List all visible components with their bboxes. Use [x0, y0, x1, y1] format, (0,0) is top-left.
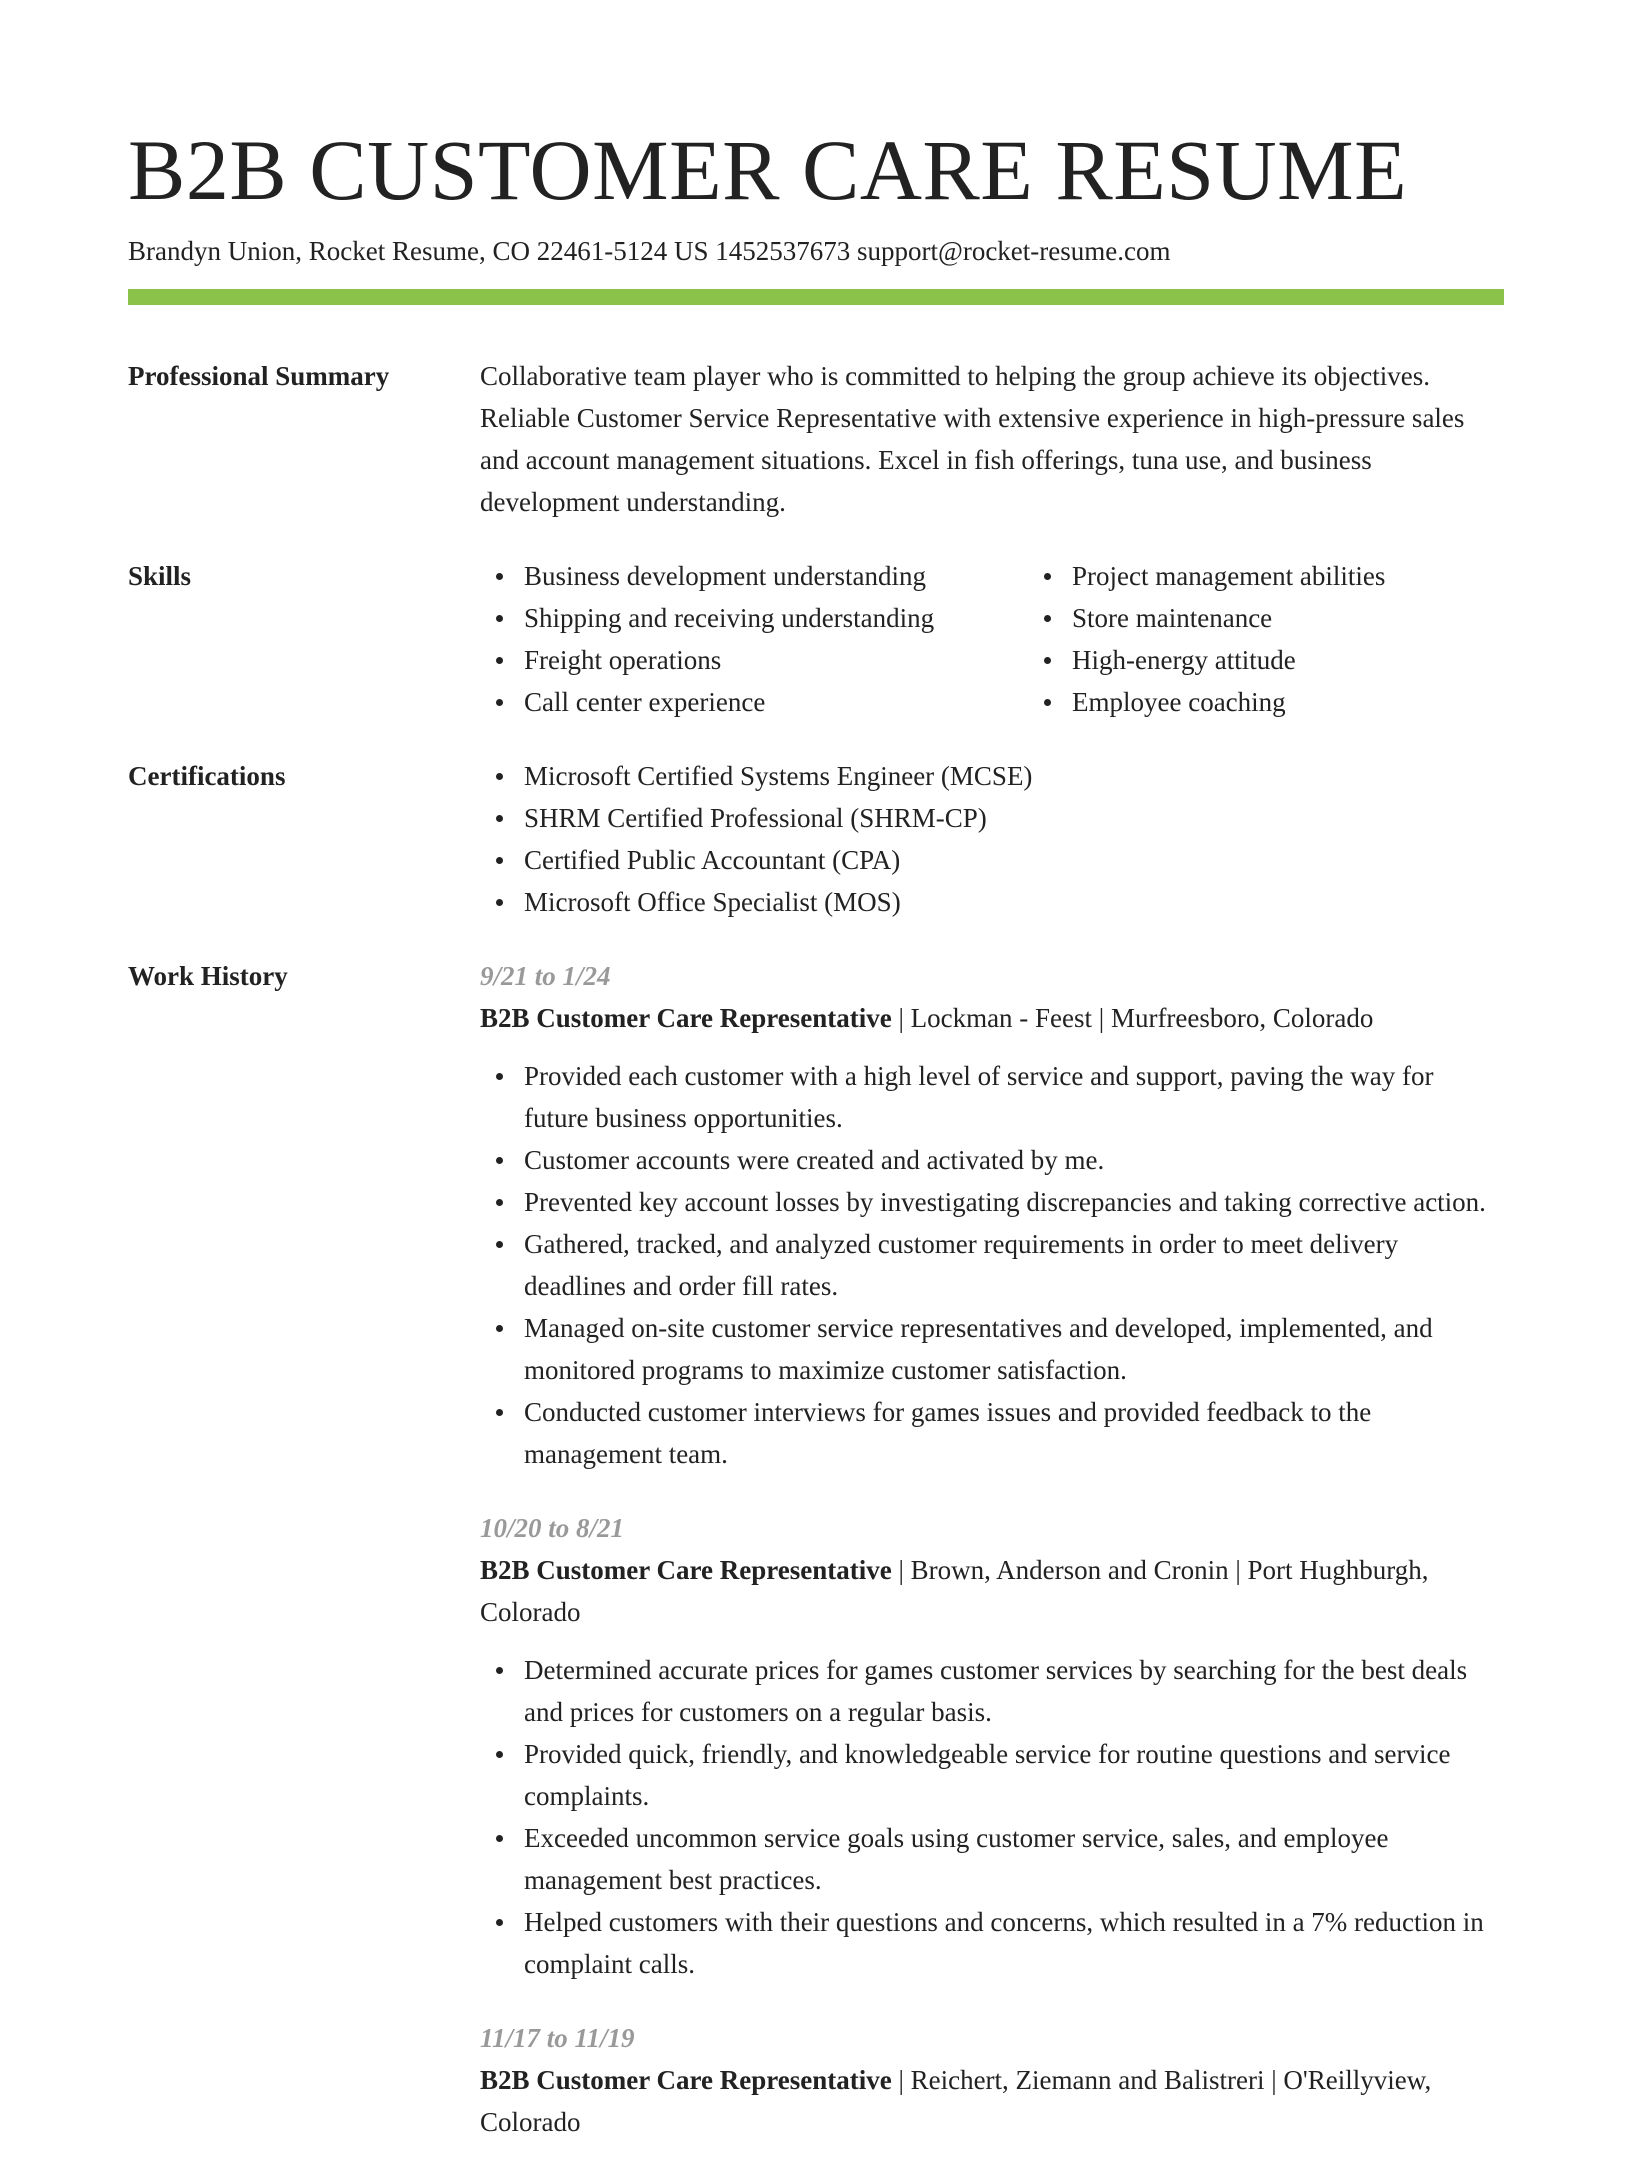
section-label-work-history: Work History [128, 961, 288, 991]
work-history-body [480, 955, 1504, 2175]
job-bullet: Exceeded uncommon service goals using customer service, sales, and employee management best practices. [524, 1817, 1504, 1901]
skills-list-left [480, 555, 1028, 723]
job-bullet: Determined accurate prices for games customer services by searching for the best deals and prices for customers on a regular basis. [524, 1649, 1504, 1733]
skill-item: Shipping and receiving understanding [524, 597, 1028, 639]
job-bullet: Gathered, tracked, and analyzed customer requirements in order to meet delivery deadlines and order fill rates. [524, 1223, 1504, 1307]
job-bullets [480, 1649, 1504, 1985]
job-heading [480, 2059, 1504, 2143]
skill-item: Project management abilities [1072, 555, 1385, 597]
job-bullet: Customer accounts were created and activated by me. [524, 1139, 1504, 1181]
job-bullets [480, 1055, 1504, 1475]
resume-page [128, 0, 1504, 2175]
skill-item: Freight operations [524, 639, 1028, 681]
section-label-skills: Skills [128, 561, 192, 591]
job-title: B2B Customer Care Representative [480, 2065, 892, 2095]
job-dates: 11/17 to 11/19 [480, 2023, 635, 2053]
certifications-list [480, 755, 1504, 923]
skills-list-right [1028, 555, 1385, 723]
section-label-certifications: Certifications [128, 761, 286, 791]
work-history-section [128, 955, 1504, 2175]
section-label-summary: Professional Summary [128, 361, 390, 391]
skill-item: Employee coaching [1072, 681, 1385, 723]
certification-item: Certified Public Accountant (CPA) [524, 839, 1504, 881]
skills-section [128, 555, 1504, 723]
skill-item: Call center experience [524, 681, 1028, 723]
skills-grid [480, 555, 1504, 723]
job-dates: 10/20 to 8/21 [480, 1513, 625, 1543]
job-bullet: Provided each customer with a high level of service and support, paving the way for future business opportunities. [524, 1055, 1504, 1139]
job-entry [480, 955, 1504, 1475]
certifications-section [128, 755, 1504, 923]
job-entry [480, 2017, 1504, 2143]
job-heading [480, 997, 1504, 1039]
job-bullet: Managed on-site customer service representatives and developed, implemented, and monitored programs to maximize customer satisfaction. [524, 1307, 1504, 1391]
job-company-location: | Reichert, Ziemann and Balistreri | O'Reillyview, Colorado [480, 2065, 1432, 2137]
summary-text: Collaborative team player who is committed to helping the group achieve its objectives. Reliable Customer Service Representative with extensive experience in high-pressure sales and account management situations. Excel in fish offerings, tuna use, and business development understanding. [480, 361, 1465, 517]
skill-item: Business development understanding [524, 555, 1028, 597]
certification-item: Microsoft Office Specialist (MOS) [524, 881, 1504, 923]
job-bullet: Provided quick, friendly, and knowledgeable service for routine questions and service complaints. [524, 1733, 1504, 1817]
certification-item: Microsoft Certified Systems Engineer (MCSE) [524, 755, 1504, 797]
summary-body [480, 355, 1504, 523]
job-bullet: Prevented key account losses by investigating discrepancies and taking corrective action. [524, 1181, 1504, 1223]
contact-line: Brandyn Union, Rocket Resume, CO 22461-5124 US 1452537673 support@rocket-resume.com [128, 236, 1171, 266]
skill-item: High-energy attitude [1072, 639, 1385, 681]
job-title: B2B Customer Care Representative [480, 1003, 892, 1033]
job-entry [480, 1507, 1504, 1985]
job-bullet: Helped customers with their questions and concerns, which resulted in a 7% reduction in complaint calls. [524, 1901, 1504, 1985]
certifications-body [480, 755, 1504, 923]
job-company-location: | Brown, Anderson and Cronin | Port Hughburgh, Colorado [480, 1555, 1429, 1627]
job-dates: 9/21 to 1/24 [480, 961, 611, 991]
certification-item: SHRM Certified Professional (SHRM-CP) [524, 797, 1504, 839]
skill-item: Store maintenance [1072, 597, 1385, 639]
accent-divider [128, 289, 1504, 305]
job-heading [480, 1549, 1504, 1633]
professional-summary-section [128, 355, 1504, 523]
job-title: B2B Customer Care Representative [480, 1555, 892, 1585]
job-bullet: Conducted customer interviews for games issues and provided feedback to the management team. [524, 1391, 1504, 1475]
job-company-location: | Lockman - Feest | Murfreesboro, Colorado [891, 1003, 1374, 1033]
resume-title: B2B CUSTOMER CARE RESUME [128, 122, 1408, 218]
